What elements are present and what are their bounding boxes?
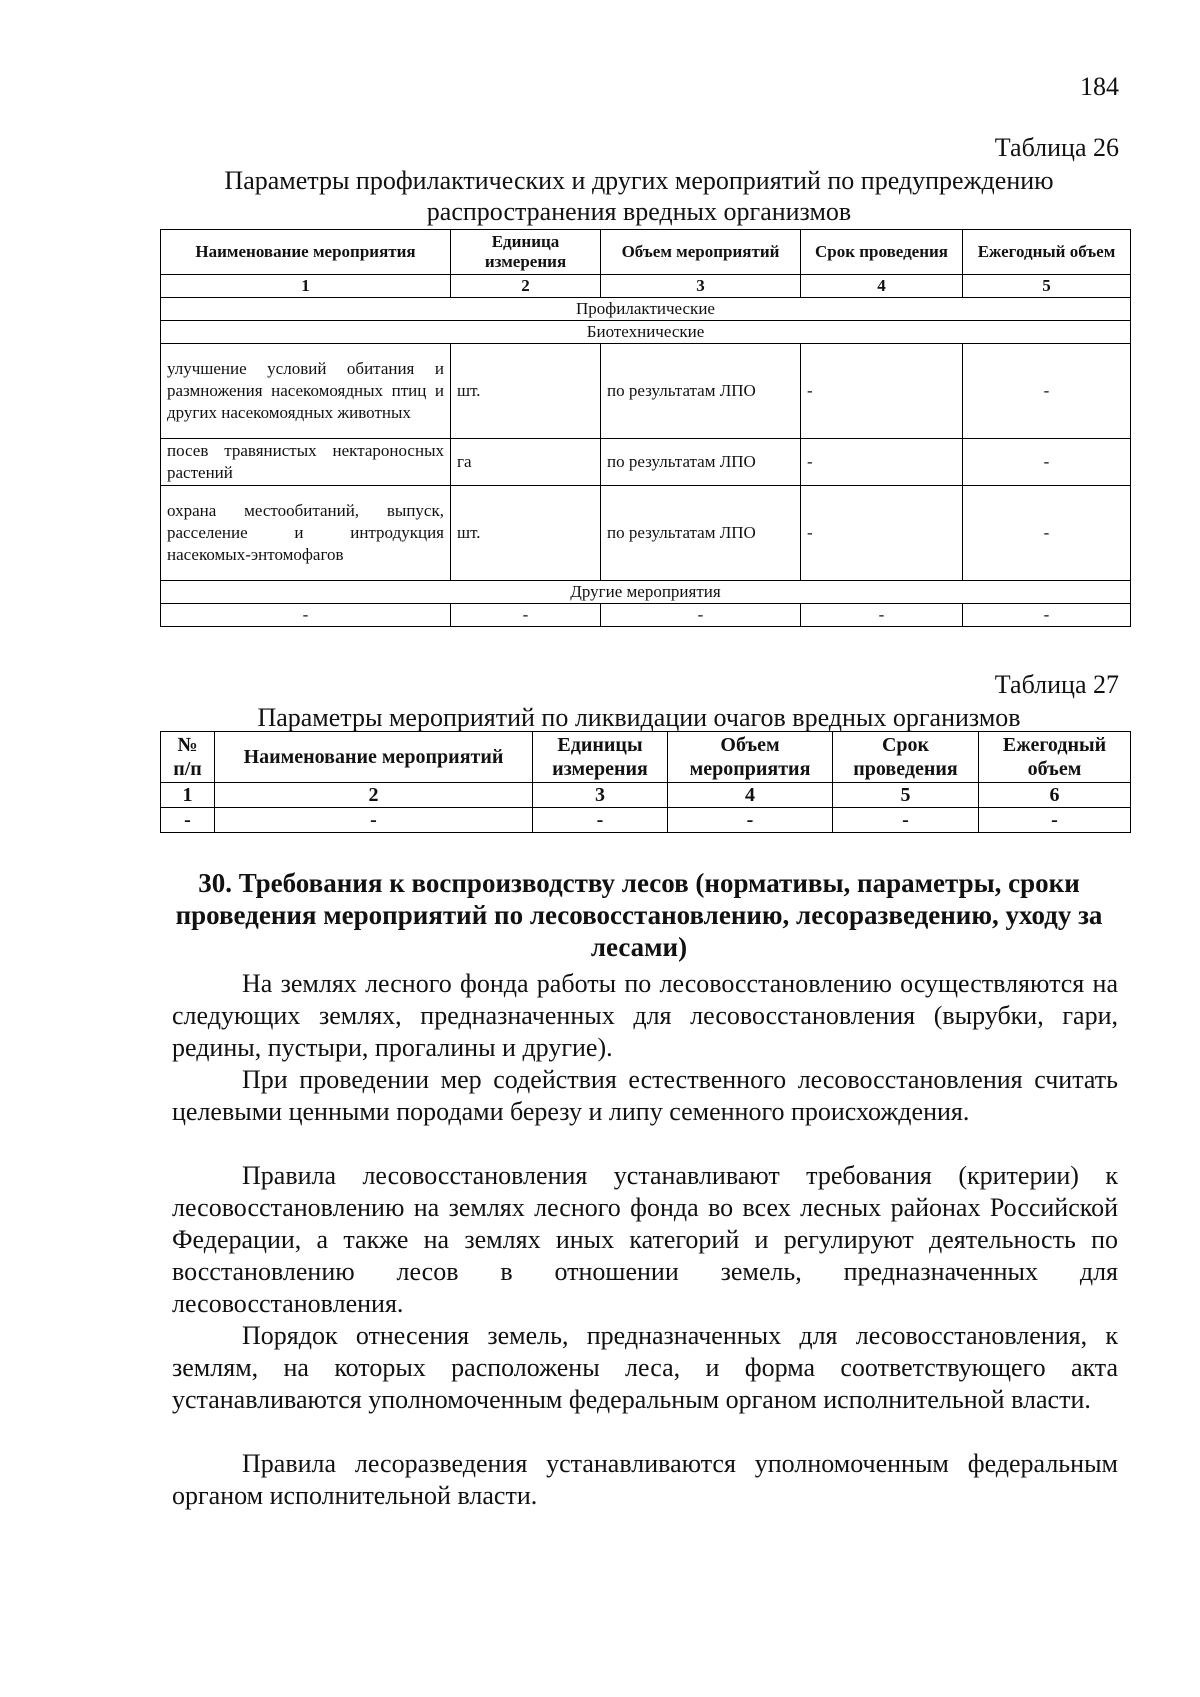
- column-number: 3: [533, 783, 668, 808]
- table-row: [161, 486, 1131, 581]
- column-number: 5: [833, 783, 979, 808]
- annual-cell: -: [963, 439, 1131, 486]
- header-cell: Ежегодный объем: [979, 732, 1131, 783]
- table-27: [160, 731, 1131, 833]
- volume-cell: по результатам ЛПО: [601, 344, 801, 439]
- annual-cell: -: [963, 344, 1131, 439]
- activity-name: охрана местообитаний, выпуск, расселение и интродукция насекомых-энтомофагов: [161, 486, 451, 581]
- dash-cell: -: [215, 808, 533, 833]
- column-number-row: [161, 783, 1131, 808]
- dash-cell: -: [833, 808, 979, 833]
- paragraph: При проведении мер содействия естественного лесовосстановления считать целевыми ценными породами березу и липу семенного происхождения.: [172, 1065, 1118, 1126]
- paragraph: Правила лесовосстановления устанавливают требования (критерии) к лесовосстановлению на землях лесного фонда во всех лесных районах Российской Федерации, а также на землях иных категорий и регулируют деятельность по восстановлению лесов в отношении земель, предназначенных для лесовосстановления.: [172, 1161, 1118, 1318]
- unit-cell: шт.: [451, 344, 601, 439]
- dash-cell: -: [161, 808, 215, 833]
- unit-cell: га: [451, 439, 601, 486]
- column-number-row: [161, 275, 1131, 298]
- dash-cell: -: [801, 604, 963, 627]
- table-26-label: Таблица 26: [994, 133, 1119, 162]
- table-header-row: [161, 230, 1131, 275]
- section-row: [161, 298, 1131, 321]
- column-number: 4: [801, 275, 963, 298]
- table-26-title: Параметры профилактических и других мероприятий по предупреждению распространения вредных организмов: [224, 166, 1054, 226]
- term-cell: -: [801, 344, 963, 439]
- column-number: 2: [451, 275, 601, 298]
- dash-cell: -: [668, 808, 833, 833]
- volume-cell: по результатам ЛПО: [601, 486, 801, 581]
- dash-cell: -: [533, 808, 668, 833]
- header-cell: Срок проведения: [801, 230, 963, 275]
- header-cell: № п/п: [161, 732, 215, 783]
- column-number: 3: [601, 275, 801, 298]
- table-header-row: [161, 732, 1131, 783]
- column-number: 1: [161, 783, 215, 808]
- dash-cell: -: [963, 604, 1131, 627]
- table-row: [161, 808, 1131, 833]
- section-preventive: Профилактические: [161, 298, 1131, 321]
- paragraph: Порядок отнесения земель, предназначенных для лесовосстановления, к землям, на которых расположены леса, и форма соответствующего акта устанавливаются уполномоченным федеральным органом исполнительной власти.: [172, 1321, 1118, 1414]
- column-number: 1: [161, 275, 451, 298]
- annual-cell: -: [963, 486, 1131, 581]
- dash-cell: -: [451, 604, 601, 627]
- term-cell: -: [801, 439, 963, 486]
- section-row: [161, 581, 1131, 604]
- activity-name: посев травянистых нектароносных растений: [161, 439, 451, 486]
- column-number: 2: [215, 783, 533, 808]
- section-other: Другие мероприятия: [161, 581, 1131, 604]
- section-heading: 30. Требования к воспроизводству лесов (нормативы, параметры, сроки проведения мероприятий по лесовосстановлению, лесоразведению, уходу за лесами): [175, 868, 1103, 962]
- dash-cell: -: [161, 604, 451, 627]
- table-26: [160, 229, 1131, 627]
- header-cell: Наименование мероприятий: [215, 732, 533, 783]
- table-row: [161, 439, 1131, 486]
- volume-cell: по результатам ЛПО: [601, 439, 801, 486]
- column-number: 6: [979, 783, 1131, 808]
- table-27-title: Параметры мероприятий по ликвидации очагов вредных организмов: [257, 703, 1021, 732]
- term-cell: -: [801, 486, 963, 581]
- header-cell: Единицы измерения: [533, 732, 668, 783]
- dash-cell: -: [601, 604, 801, 627]
- table-row: [161, 344, 1131, 439]
- header-cell: Срок проведения: [833, 732, 979, 783]
- header-cell: Ежегодный объем: [963, 230, 1131, 275]
- table-row: [161, 604, 1131, 627]
- section-biotech: Биотехнические: [161, 321, 1131, 344]
- header-cell: Объем мероприятия: [668, 732, 833, 783]
- column-number: 4: [668, 783, 833, 808]
- header-cell: Единица измерения: [451, 230, 601, 275]
- paragraph: Правила лесоразведения устанавливаются уполномоченным федеральным органом исполнительной власти.: [172, 1449, 1118, 1510]
- header-cell: Наименование мероприятия: [161, 230, 451, 275]
- header-cell: Объем мероприятий: [601, 230, 801, 275]
- dash-cell: -: [979, 808, 1131, 833]
- paragraph: На землях лесного фонда работы по лесовосстановлению осуществляются на следующих землях, предназначенных для лесовосстановления (вырубки, гари, редины, пустыри, прогалины и другие).: [172, 969, 1118, 1062]
- table-27-label: Таблица 27: [994, 670, 1119, 699]
- activity-name: улучшение условий обитания и размножения насекомоядных птиц и других насекомоядных животных: [161, 344, 451, 439]
- column-number: 5: [963, 275, 1131, 298]
- page-number: 184: [1080, 72, 1119, 101]
- unit-cell: шт.: [451, 486, 601, 581]
- section-row: [161, 321, 1131, 344]
